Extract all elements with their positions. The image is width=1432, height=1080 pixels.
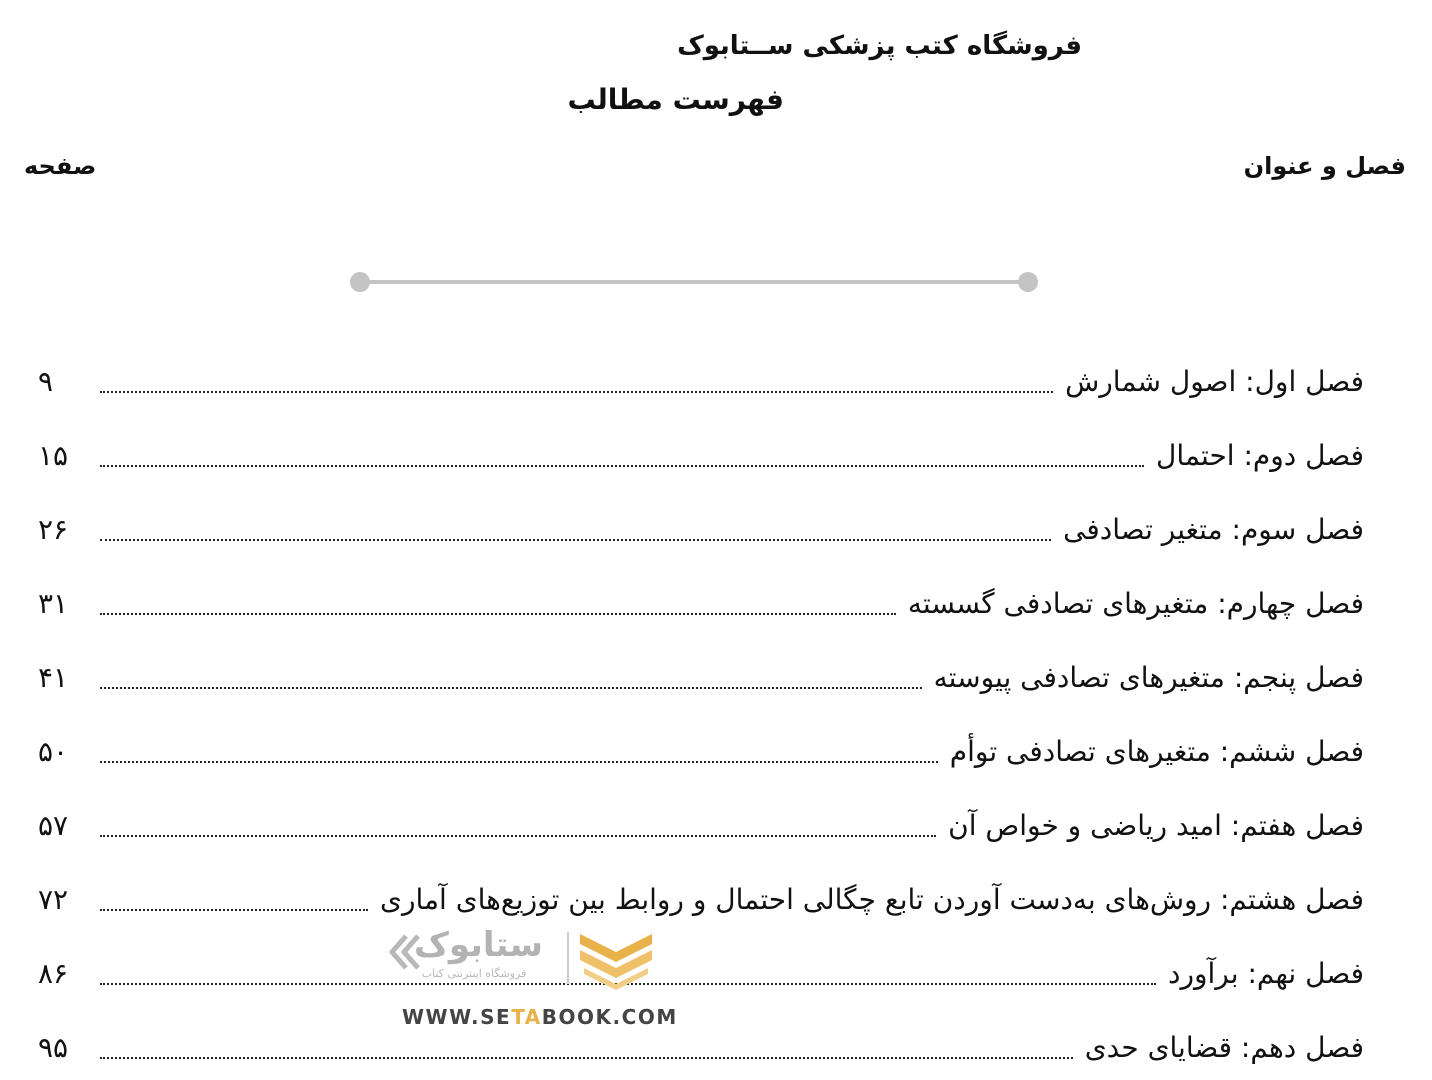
column-header-page: صفحه [24,152,97,180]
toc-entry[interactable] [38,794,1364,846]
toc-entry-page: ۲۶ [38,513,69,546]
toc-entry-page: ۳۱ [38,587,69,620]
toc-entry-title: فصل نهم: برآورد [1168,957,1364,990]
dot-leader [100,613,896,615]
dot-leader [100,539,1051,541]
toc-entry-title: فصل دهم: قضایای حدی [1084,1031,1364,1064]
toc-entry[interactable] [38,350,1364,402]
store-name: فروشگاه کتب پزشکی ســتابوک [677,31,1082,61]
toc-entry-title: فصل ششم: متغیرهای تصادفی توأم [949,735,1364,768]
watermark-brand: ستابوک [414,925,543,965]
toc-entry-page: ۹ [38,365,54,398]
toc-entry-title: فصل هفتم: امید ریاضی و خواص آن [948,809,1364,842]
toc-entry[interactable] [38,1016,1364,1068]
toc-title: فهرست مطالب [567,83,784,116]
watermark-url-accent: TA [511,1005,542,1029]
dot-leader [100,761,938,763]
divider-line [348,270,1044,294]
toc-entry[interactable] [38,498,1364,550]
toc-entry[interactable] [38,424,1364,476]
dot-leader [100,1057,1073,1059]
watermark-url-prefix: WWW.SE [402,1005,512,1029]
column-header-chapter: فصل و عنوان [1243,152,1406,180]
toc-entry-page: ۵۷ [38,809,69,842]
toc-entry[interactable] [38,942,1364,994]
dot-leader [100,465,1144,467]
toc-entry-title: فصل پنجم: متغیرهای تصادفی پیوسته [933,661,1364,694]
dot-leader [100,835,936,837]
toc-entry-page: ۸۶ [38,957,69,990]
toc-entry[interactable] [38,646,1364,698]
toc-entry[interactable] [38,720,1364,772]
watermark-url-suffix: BOOK.COM [541,1005,678,1029]
toc-entry-page: ۹۵ [38,1031,69,1064]
watermark-url [402,1004,678,1030]
toc-entry[interactable] [38,572,1364,624]
toc-entry-page: ۷۲ [38,883,69,916]
toc-entry-title: فصل هشتم: روش‌های به‌دست آوردن تابع چگالی احتمال و روابط بین توزیع‌های آماری [380,883,1364,916]
setabook-watermark [384,924,678,1034]
dot-leader [100,391,1053,393]
toc-entry[interactable] [38,868,1364,920]
toc-entry-title: فصل اول: اصول شمارش [1065,365,1364,398]
dot-leader [100,687,922,689]
toc-entry-page: ۱۵ [38,439,69,472]
dot-leader [100,909,368,911]
toc-entry-title: فصل چهارم: متغیرهای تصادفی گسسته [907,587,1364,620]
toc-entry-page: ۵۰ [38,735,69,768]
toc-entry-title: فصل دوم: احتمال [1155,439,1364,472]
watermark-subtitle: فروشگاه اینترنتی کتاب [421,967,527,980]
toc-entry-page: ۴۱ [38,661,69,694]
toc-entry-title: فصل سوم: متغیر تصادفی [1063,513,1364,546]
